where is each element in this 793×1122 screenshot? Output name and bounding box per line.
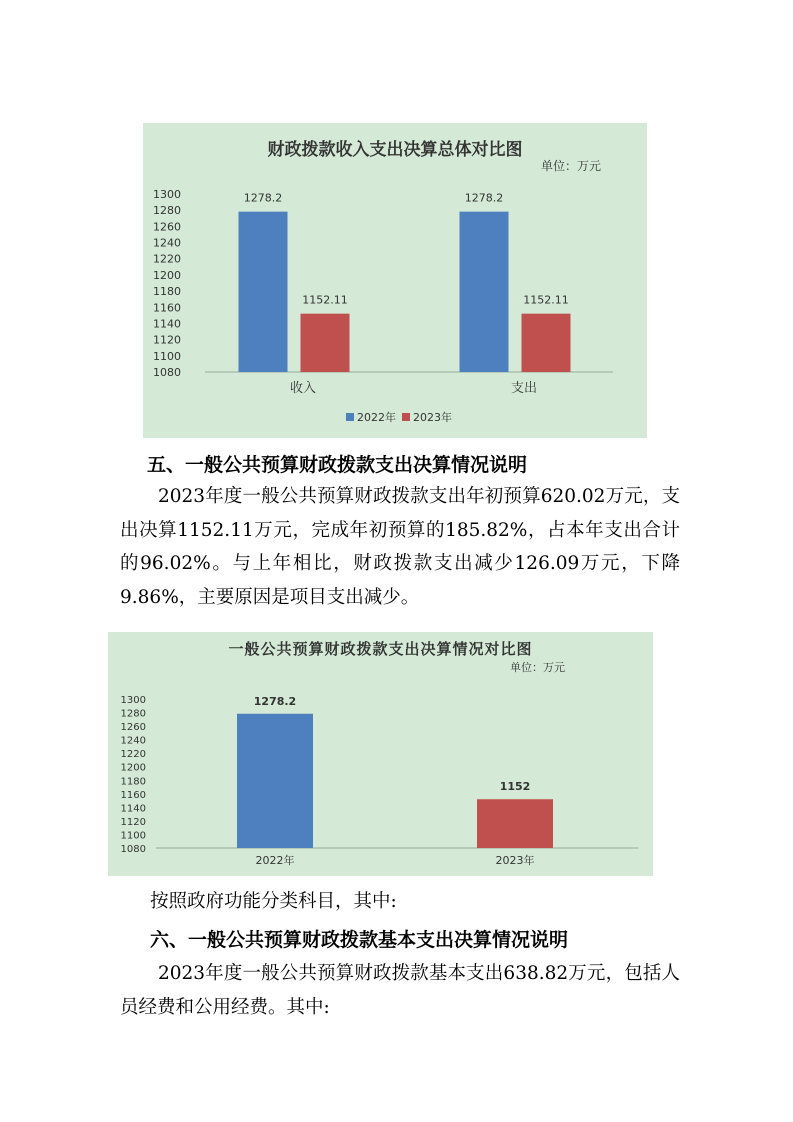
- bar: [460, 212, 509, 372]
- y-tick-label: 1240: [153, 236, 181, 250]
- data-label: 1278.2: [464, 191, 504, 205]
- chart-unit: 单位：万元: [510, 661, 565, 674]
- data-label: 1278.2: [253, 694, 297, 708]
- bar: [301, 314, 350, 372]
- legend-swatch: [402, 413, 410, 421]
- y-tick-label: 1180: [120, 776, 146, 788]
- x-category-label: 收入: [289, 381, 317, 396]
- y-tick-label: 1280: [153, 204, 181, 218]
- y-tick-label: 1280: [120, 708, 146, 720]
- chart-general-budget-expense: [108, 632, 653, 876]
- y-tick-label: 1120: [153, 333, 181, 347]
- classify-text: 按照政府功能分类科目，其中:: [150, 891, 397, 912]
- y-tick-label: 1300: [120, 695, 146, 706]
- y-tick-label: 1140: [153, 317, 181, 331]
- y-tick-label: 1260: [120, 722, 146, 734]
- y-tick-label: 1200: [153, 268, 181, 282]
- section5-paragraph: 2023年度一般公共预算财政拨款支出年初预算620.02万元，支出决算1152.11万元，完成年初预算的185.82%，占本年支出合计的96.02%。与上年相比，财政拨款支出减少126.09万元，下降9.86%，主要原因是项目支出减少。: [120, 486, 680, 608]
- y-tick-label: 1260: [153, 220, 181, 234]
- y-tick-label: 1220: [153, 252, 181, 266]
- y-tick-label: 1160: [153, 301, 181, 315]
- y-tick-label: 1080: [153, 366, 181, 379]
- chart-title: 财政拨款收入支出决算总体对比图: [267, 140, 523, 160]
- data-label: 1152.11: [523, 293, 569, 307]
- chart-plot: [108, 632, 653, 876]
- bar: [522, 314, 571, 372]
- y-tick-label: 1160: [120, 789, 146, 801]
- data-label: 1278.2: [243, 191, 283, 205]
- data-label: 1152.11: [302, 293, 348, 307]
- y-tick-label: 1100: [153, 349, 181, 363]
- y-tick-label: 1240: [120, 735, 146, 747]
- section6-paragraph: 2023年度一般公共预算财政拨款基本支出638.82万元，包括人员经费和公用经费。其中:: [120, 963, 680, 1018]
- chart-unit: 单位：万元: [541, 159, 602, 173]
- bar: [477, 799, 553, 848]
- y-tick-label: 1180: [153, 285, 181, 299]
- chart-plot: [143, 123, 647, 438]
- y-tick-label: 1200: [120, 762, 146, 774]
- bar: [237, 714, 313, 848]
- y-tick-label: 1140: [120, 803, 146, 815]
- legend-label: 2022年: [357, 411, 396, 424]
- section6-heading: 六、一般公共预算财政拨款基本支出决算情况说明: [150, 929, 569, 951]
- y-tick-label: 1080: [120, 844, 146, 855]
- legend-swatch: [346, 413, 354, 421]
- y-tick-label: 1100: [120, 830, 146, 842]
- chart-income-expense: [143, 123, 647, 438]
- section5-heading: 五、一般公共预算财政拨款支出决算情况说明: [147, 454, 528, 476]
- y-tick-label: 1300: [153, 188, 181, 201]
- data-label: 1152: [499, 780, 531, 794]
- y-tick-label: 1120: [120, 816, 146, 828]
- bar: [239, 212, 288, 372]
- y-tick-label: 1220: [120, 749, 146, 761]
- x-category-label: 2022年: [255, 854, 295, 867]
- chart-title: 一般公共预算财政拨款支出决算情况对比图: [228, 640, 533, 658]
- x-category-label: 2023年: [495, 854, 535, 867]
- x-category-label: 支出: [510, 381, 538, 396]
- legend-label: 2023年: [413, 411, 452, 424]
